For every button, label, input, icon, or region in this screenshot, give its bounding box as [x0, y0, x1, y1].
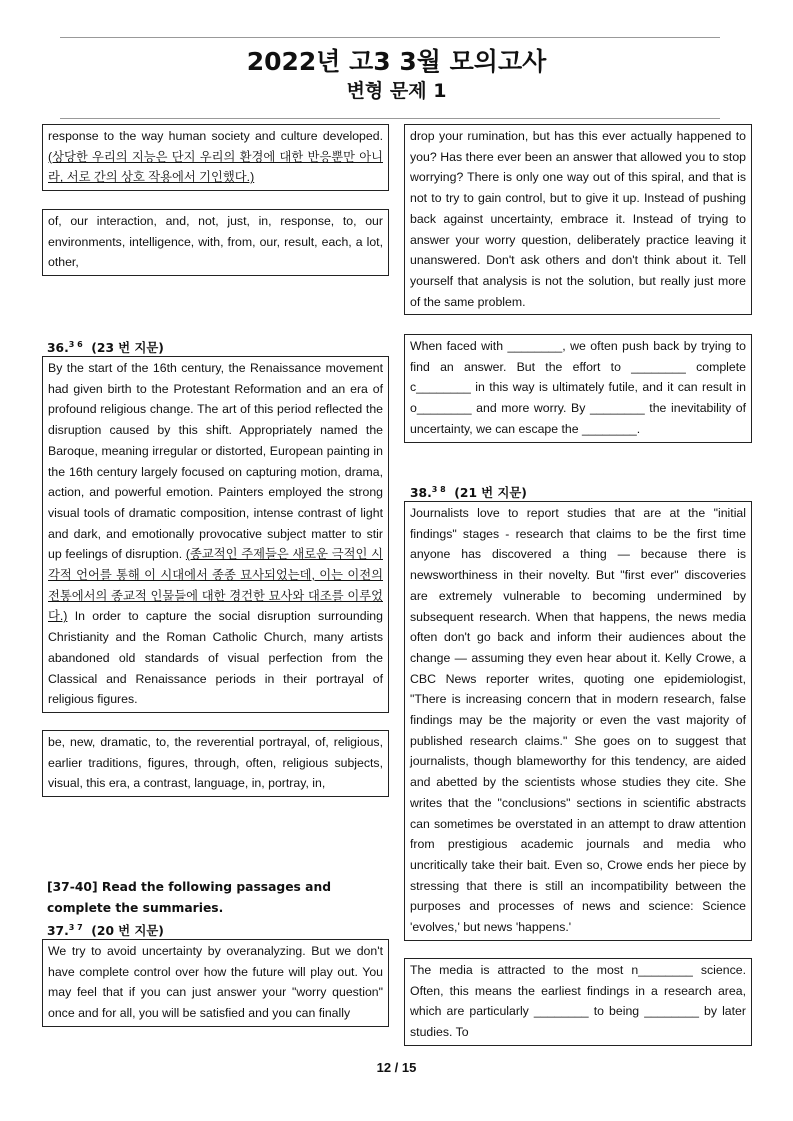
question-sup: 3 6	[68, 340, 83, 349]
question-36-passage	[42, 356, 389, 713]
question-number: 37.	[47, 924, 69, 939]
word-bank-text: be, new, dramatic, to, the reverential portrayal, of, religious, earlier traditions, figures, through, often, religious subjects, visual, this era, a contrast, language, in, portray, in,	[48, 735, 383, 791]
passage-text: Journalists love to report studies that are at the "initial findings" stages - research that claims to be the first time anyone has discovered a thing — because there is newsworthiness in their novelty. But "first ever" discoveries are extremely vulnerable to becoming undermined by subsequent research. When that happens, the news media often don't go back and inform their audiences about the change — assuming they even hear about it. Kelly Crowe, a CBC News reporter writes, quoting one epidemiologist, "There is increasing concern that in modern research, false findings may be the majority or even the vast majority of published research claims." She goes on to suggest that journalists, though blameworthy for this tendency, are aided and abetted by the scientists whose studies they cite. She writes that the "conclusions" sections in scientific abstracts can sometimes be overstated in an attempt to draw attention from prestigious academic journals and media who uncritically take their bait. Even so, Crowe ends her piece by stressing that there is still an incompatibility between the purposes and processes of news and science: Science 'evolves,' but news 'happens.'	[410, 506, 746, 935]
question-number: 38.	[410, 486, 432, 501]
question-37-passage	[42, 939, 389, 1027]
question-37-summary	[404, 334, 752, 443]
question-source: (23 번 지문)	[91, 341, 164, 356]
question-38-summary	[404, 958, 752, 1046]
question-sup: 3 8	[431, 485, 446, 494]
question-sup: 3 7	[68, 923, 83, 932]
page-subtitle: 변형 문제 1	[346, 80, 447, 102]
question-number: 36.	[47, 341, 69, 356]
page-title: 2022년 고3 3월 모의고사	[246, 47, 547, 76]
page-number: 12 / 15	[376, 1060, 417, 1075]
header-top-rule	[60, 37, 720, 38]
passage-text: In order to capture the social disruption surrounding Christianity and the Roman Catholic Church, many artists abandoned old standards of visual perfection from the Classical and Renaissance periods in their portrayal of religious figures.	[48, 609, 383, 707]
passage-text: We try to avoid uncertainty by overanalyzing. But we don't have complete control over how the future will play out. You may feel that if you can just answer your "worry question" once and for all, you will be satisfied and you can finally	[48, 944, 383, 1021]
question-36-word-bank	[42, 730, 389, 797]
passage-text: By the start of the 16th century, the Renaissance movement had given birth to the Protestant Reformation and an era of profound religious change. The art of this period reflected the disruption caused by this shift. Appropriately named the Baroque, meaning irregular or distorted, European painting in the 16th century largely focused on capturing motion, drama, action, and powerful emotion. Painters employed the strong visual tools of dramatic composition, intense contrast of light and dark, and emotionally provocative subject matter to stir up feelings of disruption.	[48, 361, 383, 562]
translation-underlined: (상당한 우리의 지능은 단지 우리의 환경에 대한 반응뿐만 아니라, 서로 간의 상호 작용에서 기인했다.)	[48, 149, 383, 185]
summary-text: When faced with ________, we often push back by trying to find an answer. But the effort to ________ complete c________ in this way is ultimately futile, and it can result in o________ and more worry. By ________ the inevitability of uncertainty, we can escape the ________.	[410, 339, 746, 436]
instruction-heading: [37-40] Read the following passages and complete the summaries.	[47, 880, 332, 915]
header-bottom-rule	[60, 118, 720, 119]
question-37-passage-continued	[404, 124, 752, 315]
translation-underlined: (종교적인 주제들은 새로운 극적인 시각적 언어를 통해 이 시대에서 종종 묘사되었는데, 이는 이전의 전통에서의 종교적 인물들에 대한 경건한 묘사와 대조를 이루었다.)	[48, 547, 383, 624]
passage-text: response to the way human society and culture developed.	[48, 129, 383, 143]
passage-continuation-box	[42, 124, 389, 191]
question-38-passage	[404, 501, 752, 941]
passage-text: drop your rumination, but has this ever actually happened to you? Has there ever been an answer that allowed you to stop worrying? There is only one way out of this spiral, and that is not to try to gain control, but to give it up. Instead of pushing back against uncertainty, embrace it. Instead of trying to answer your worry question, deliberately practice leaving it unanswered. Don't ask others and don't think about it. Tell yourself that analysis is not the solution, but really just more of the same problem.	[410, 129, 746, 309]
word-bank-box	[42, 209, 389, 276]
question-source: (20 번 지문)	[91, 924, 164, 939]
question-source: (21 번 지문)	[454, 486, 527, 501]
summary-text: The media is attracted to the most n________ science. Often, this means the earliest findings in a research area, which are particularly ________ to being ________ by later studies. To	[410, 963, 746, 1040]
word-bank-text: of, our interaction, and, not, just, in, response, to, our environments, intelligence, with, from, our, result, each, a lot, other,	[48, 214, 383, 270]
